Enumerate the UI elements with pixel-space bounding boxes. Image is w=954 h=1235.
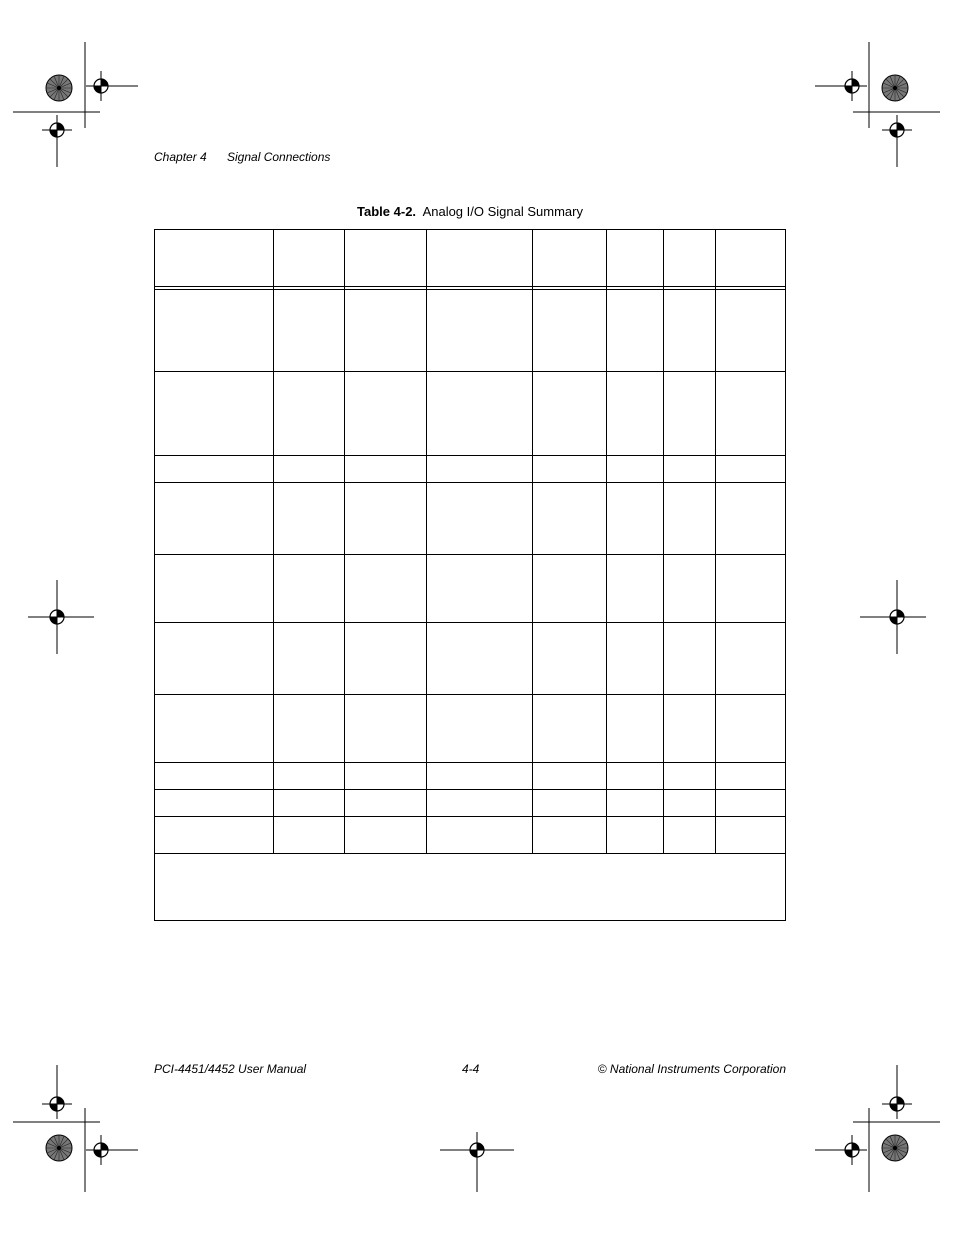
column-divider	[426, 229, 427, 853]
header-rule	[154, 286, 786, 287]
table-number: Table 4-2.	[357, 204, 417, 219]
signal-summary-table	[154, 229, 786, 921]
table-title: Analog I/O Signal Summary	[422, 204, 583, 219]
row-divider	[154, 455, 786, 456]
header-rule	[154, 289, 786, 290]
column-divider	[344, 229, 345, 853]
column-divider	[606, 229, 607, 853]
column-divider	[663, 229, 664, 853]
row-divider	[154, 482, 786, 483]
row-divider	[154, 694, 786, 695]
column-divider	[273, 229, 274, 853]
copyright-notice: © National Instruments Corporation	[597, 1062, 786, 1076]
column-divider	[532, 229, 533, 853]
row-divider	[154, 853, 786, 854]
column-divider	[715, 229, 716, 853]
row-divider	[154, 371, 786, 372]
table-caption	[154, 204, 786, 219]
row-divider	[154, 622, 786, 623]
row-divider	[154, 816, 786, 817]
page-number: 4-4	[462, 1062, 480, 1076]
row-divider	[154, 789, 786, 790]
manual-title: PCI-4451/4452 User Manual	[154, 1062, 307, 1076]
chapter-label: Chapter 4	[154, 150, 207, 164]
row-divider	[154, 762, 786, 763]
row-divider	[154, 554, 786, 555]
section-title: Signal Connections	[227, 150, 331, 164]
table-frame	[154, 229, 786, 921]
radial-starburst-icon	[46, 1135, 72, 1161]
radial-starburst-icon	[882, 1135, 908, 1161]
radial-starburst-icon	[46, 75, 72, 101]
radial-starburst-icon	[882, 75, 908, 101]
